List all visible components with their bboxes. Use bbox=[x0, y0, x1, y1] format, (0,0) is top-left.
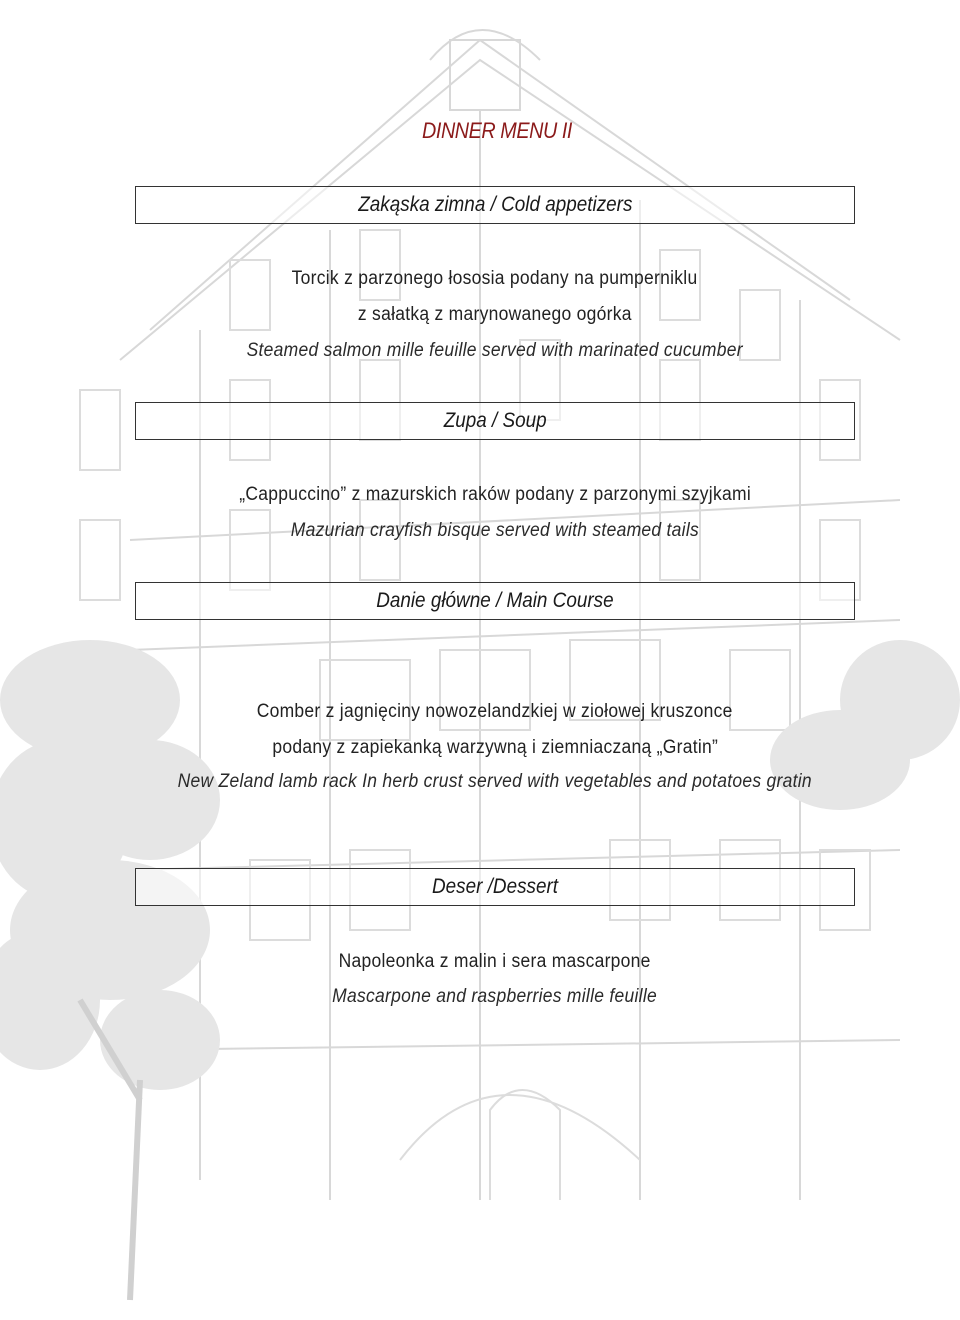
dish-line-english: New Zeland lamb rack In herb crust served with vegetables and potatoes gratin bbox=[177, 771, 813, 792]
dish-line: Comber z jagnięciny nowozelandzkiej w ziołowej kruszonce bbox=[257, 701, 733, 722]
dish-line: „Cappuccino” z mazurskich raków podany z parzonymi szyjkami bbox=[239, 484, 751, 505]
menu-title: DINNER MENU II bbox=[422, 118, 572, 143]
dish-line-english: Steamed salmon mille feuille served with marinated cucumber bbox=[246, 340, 744, 361]
section-header-cold-appetizers: Zakąska zimna / Cold appetizers bbox=[135, 186, 855, 224]
section-header-dessert: Deser /Dessert bbox=[135, 868, 855, 906]
dish-line: z sałatką z marynowanego ogórka bbox=[358, 304, 632, 325]
section-header-main-course: Danie główne / Main Course bbox=[135, 582, 855, 620]
dish-line: Torcik z parzonego łososia podany na pumperniklu bbox=[292, 268, 698, 289]
dish-line: Napoleonka z malin i sera mascarpone bbox=[338, 951, 652, 972]
dish-line: podany z zapiekanką warzywną i ziemniaczaną „Gratin” bbox=[272, 737, 718, 758]
section-header-soup: Zupa / Soup bbox=[135, 402, 855, 440]
dish-line-english: Mascarpone and raspberries mille feuille bbox=[332, 986, 658, 1007]
dish-line-english: Mazurian crayfish bisque served with steamed tails bbox=[290, 520, 700, 541]
